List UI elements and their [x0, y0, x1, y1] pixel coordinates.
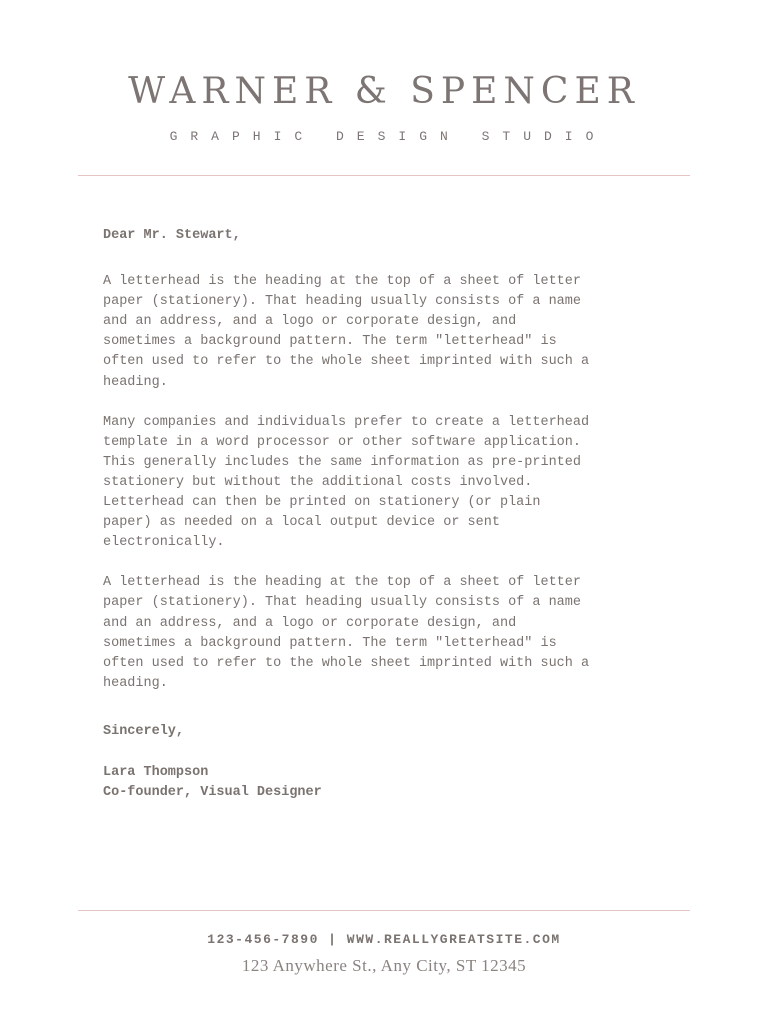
letter-paragraph-2: Many companies and individuals prefer to create a letterhead template in a word processor or other software application. This generally includes the same information as pre-printed stationery but without the additional costs involved. Letterhead can then be printed on stationery (or plain paper) as needed on a local output device or sent electronically.: [103, 414, 590, 551]
header-divider: [78, 175, 690, 176]
address-line: 123 Anywhere St., Any City, ST 12345: [241, 956, 527, 975]
brand-tagline: GRAPHIC DESIGN STUDIO: [169, 129, 607, 144]
signature-name: Lara Thompson: [103, 764, 209, 780]
letter-body: [103, 226, 693, 803]
footer-divider: [78, 910, 690, 911]
contact-line: 123-456-7890 | WWW.REALLYGREATSITE.COM: [207, 932, 561, 947]
signature-title: Co-founder, Visual Designer: [103, 785, 322, 801]
closing: Sincerely,: [103, 723, 185, 739]
brand-name: WARNER & SPENCER: [128, 71, 640, 112]
salutation: Dear Mr. Stewart,: [103, 228, 241, 243]
letter-paragraph-3: A letterhead is the heading at the top of a sheet of letter paper (stationery). That heading usually consists of a name and an address, and a logo or corporate design, and sometimes a background pattern. The term "letterhead" is often used to refer to the whole sheet imprinted with such a heading.: [103, 575, 590, 691]
letter-paragraph-1: A letterhead is the heading at the top of a sheet of letter paper (stationery). That heading usually consists of a name and an address, and a logo or corporate design, and sometimes a background pattern. The term "letterhead" is often used to refer to the whole sheet imprinted with such a heading.: [103, 274, 590, 390]
